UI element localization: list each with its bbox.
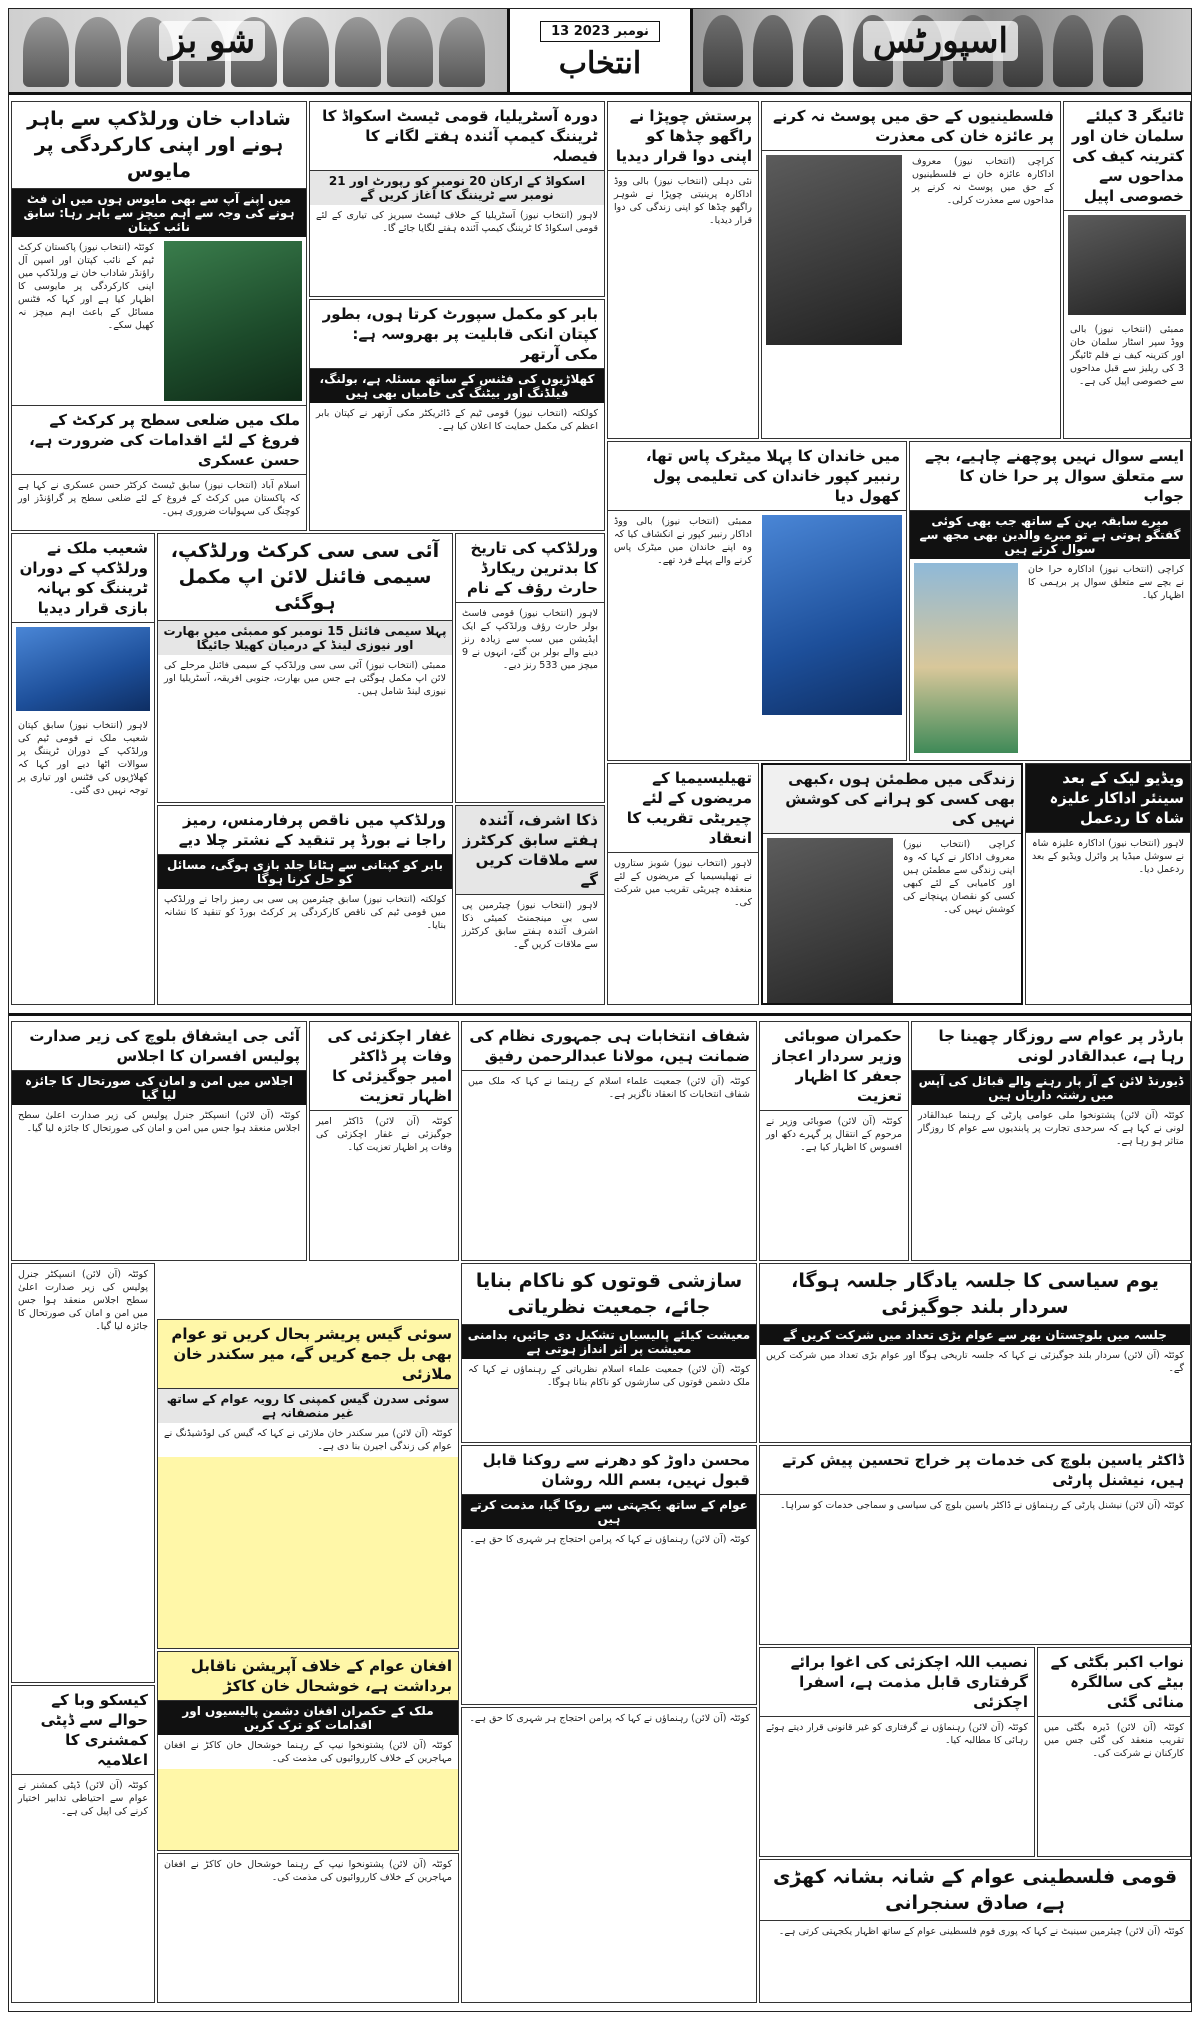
headline: میں خاندان کا پہلا میٹرک پاس تھا، رنبیر کپور خاندان کی تعلیمی پول کھول دیا: [608, 442, 906, 511]
article-abduction: [759, 1647, 1035, 1857]
article-record: [455, 533, 605, 803]
subheadline: ڈیورنڈ لائن کے آر پار رہنے والے قبائل کی آپس میں رشتہ داریاں ہیں: [912, 1071, 1190, 1105]
headline: بابر کو مکمل سپورٹ کرتا ہوں، بطور کپتان انکی قابلیت پر بھروسہ ہے: مکی آرتھر: [310, 300, 604, 369]
article-body: کوئٹہ (آن لائن) ڈیرہ بگٹی میں تقریب منعقد کی گئی جس میں کارکنان نے شرکت کی۔: [1044, 1722, 1184, 1759]
article-body: کوئٹہ (آن لائن) انسپکٹر جنرل پولیس کی زیر صدارت اعلیٰ سطح اجلاس منعقد ہوا جس میں امن و امان کی صورتحال کا جائزہ لیا گیا۔: [18, 1110, 300, 1134]
article-rally: [759, 1263, 1191, 1443]
headline: کیسکو وبا کے حوالے سے ڈپٹی کمشنری کا اعلامیہ: [12, 1686, 154, 1775]
subheadline: میرے سابقہ بہن کے ساتھ جب بھی کوئی گفتگو ہوتی ہے تو میرے والدین بھی مجھ سے سوال کرتے ہیں: [910, 511, 1190, 559]
headline: شاداب خان ورلڈکپ سے باہر ہونے اور اپنی کارکردگی پر مایوس: [12, 102, 306, 189]
article-body: کوئٹہ (آن لائن) انسپکٹر جنرل پولیس کی زیر صدارت اعلیٰ سطح اجلاس منعقد ہوا جس میں امن و امان کی صورتحال کا جائزہ لیا گیا۔: [18, 1269, 148, 1332]
showbiz-photo-strip: [9, 9, 507, 92]
headline: پرستش چوپڑا نے راگھو چڈھا کو اپنی دوا قرار دیدیا: [608, 102, 758, 171]
subheadline: میں اپنے آپ سے بھی مایوس ہوں میں ان فٹ ہونے کی وجہ سے اہم میچز سے باہر رہا: سابق نائب کپتان: [12, 189, 306, 237]
article-zaka: [455, 805, 605, 1005]
headline: فلسطینیوں کے حق میں پوسٹ نہ کرنے پر عائزہ خان کی معذرت: [762, 102, 1060, 151]
headline: سازشی قوتوں کو ناکام بنایا جائے، جمعیت نظریاتی: [462, 1264, 756, 1325]
article-body: کوئٹہ (آن لائن) جمعیت علماء اسلام کے رہنما نے کہا کہ ملک میں شفاف انتخابات کا انعقاد ناگزیر ہے۔: [468, 1076, 750, 1100]
headline: دورہ آسٹریلیا، قومی ٹیسٹ اسکواڈ کا ٹریننگ کیمپ آئندہ ہفتے لگانے کا فیصلہ: [310, 102, 604, 171]
shoaib-photo: [16, 627, 150, 711]
article-ayeza: [761, 101, 1061, 439]
article-khan: [761, 763, 1023, 1005]
article-body: کوئٹہ (انتخاب نیوز) پاکستان کرکٹ ٹیم کے نائب کپتان اور اسپن آل راؤنڈر شاداب خان نے ورلڈکپ میں اپنی کارکردگی پر مایوسی کا اظہار کیا ہے اور کہا کہ فٹنس مسائل کے باعث اہم میچز نہ کھیل سکے۔: [17, 242, 154, 331]
article-body: نئی دہلی (انتخاب نیوز) بالی ووڈ اداکارہ پرینیتی چوپڑا نے شوہر راگھو چڈھا کو اپنی زندگی کی دوا قرار دیدیا۔: [614, 176, 752, 226]
shadab-photo: [164, 241, 302, 401]
subheadline: سوئی سدرن گیس کمپنی کا رویہ عوام کے ساتھ غیر منصفانہ ہے: [158, 1389, 458, 1423]
headline: ایسے سوال نہیں پوچھنے چاہیے، بچے سے متعلق سوال پر حرا خان کا جواب: [910, 442, 1190, 511]
subheadline: بابر کو کپتانی سے ہٹانا جلد بازی ہوگی، مسائل کو حل کرنا ہوگا: [158, 855, 452, 889]
article-body: ممبئی (انتخاب نیوز) بالی ووڈ سپر اسٹار سلمان خان اور کترینہ کیف نے فلم ٹائیگر 3 کی ریلیز سے قبل مداحوں سے خصوصی اپیل کی ہے۔: [1070, 324, 1184, 387]
showbiz-section-title: شو بز: [159, 21, 265, 61]
ayeza-photo: [766, 155, 902, 345]
article-ragni: [607, 101, 759, 439]
article-body: کوئٹہ (آن لائن) چیئرمین سینیٹ نے کہا کہ پوری قوم فلسطینی عوام کے ساتھ اظہار یکجہتی کرتی ہے۔: [778, 1926, 1184, 1937]
khan-photo: [767, 838, 893, 1005]
article-body: کوئٹہ (آن لائن) رہنماؤں نے گرفتاری کو غیر قانونی قرار دیتے ہوئے رہائی کا مطالبہ کیا۔: [766, 1722, 1028, 1746]
headline: آئی سی سی کرکٹ ورلڈکپ، سیمی فائنل لائن اپ مکمل ہوگئی: [158, 534, 452, 621]
article-body: لاہور (انتخاب نیوز) اداکارہ علیزہ شاہ نے سوشل میڈیا پر وائرل ویڈیو کے بعد ردعمل دیا۔: [1032, 838, 1184, 875]
article-body: کوئٹہ (آن لائن) پشتونخوا نیپ کے رہنما خوشحال خان کاکڑ نے افغان مہاجرین کے خلاف کارروائیوں کی مذمت کی۔: [158, 1735, 458, 1769]
headline: قومی فلسطینی عوام کے شانہ بشانہ کھڑی ہے، صادق سنجرانی: [760, 1860, 1190, 1921]
article-bahu: [607, 763, 759, 1005]
sports-photo-strip: [693, 9, 1191, 92]
headline: شعیب ملک نے ورلڈکپ کے دوران ٹریننگ کو بہانہ بازی قرار دیدیا: [12, 534, 154, 623]
column-filler-mid: [157, 1853, 459, 2003]
article-body: کراچی (انتخاب نیوز) اداکارہ حرا خان نے بچے سے متعلق سوال پر برہمی کا اظہار کیا۔: [1028, 564, 1184, 601]
article-wedding: [1025, 763, 1191, 1005]
article-body: لاہور (انتخاب نیوز) آسٹریلیا کے خلاف ٹیسٹ سیریز کی تیاری کے لئے قومی اسکواڈ کا ٹریننگ کیمپ آئندہ ہفتے لگایا جائے گا۔: [316, 210, 598, 234]
article-babar: [309, 299, 605, 531]
headline: محسن داوڑ کو دھرنے سے روکنا قابل قبول نہیں، بسم اللہ روشان: [462, 1446, 756, 1495]
subheadline: پہلا سیمی فائنل 15 نومبر کو ممبئی میں بھارت اور نیوزی لینڈ کے درمیان کھیلا جائیگا: [158, 621, 452, 655]
section-divider: [9, 1013, 1191, 1016]
article-body: لاہور (انتخاب نیوز) قومی فاسٹ بولر حارث رؤف ورلڈکپ کے ایک ایڈیشن میں سب سے زیادہ رنز دینے والے بولر بن گئے، انہوں نے 9 میچز میں 533 رنز دیے۔: [462, 608, 598, 671]
article-body: لاہور (انتخاب نیوز) سابق کپتان شعیب ملک نے قومی ٹیم کی ورلڈکپ کے دوران ٹریننگ پر سوالات اٹھا دیے اور کہا کہ کھلاڑیوں کی فٹنس اور تیاری پر توجہ نہیں دی گئی۔: [18, 720, 148, 796]
headline: ملک میں ضلعی سطح پر کرکٹ کے فروغ کے لئے اقدامات کی ضرورت ہے، حسن عسکری: [12, 405, 306, 475]
newspaper-logo: انتخاب: [558, 45, 642, 81]
article-body: کوئٹہ (آن لائن) پشتونخوا ملی عوامی پارٹی کے رہنما عبدالقادر لونی نے کہا ہے کہ سرحدی تجارت پر پابندیوں سے عوام کا روزگار متاثر ہو رہا ہے۔: [918, 1110, 1184, 1147]
article-ghaffar: [309, 1021, 459, 1261]
masthead-center: [507, 9, 693, 92]
article-body: ممبئی (انتخاب نیوز) آئی سی سی ورلڈکپ کے سیمی فائنل مرحلے کی لائن اپ مکمل ہوگئی ہے جس میں بھارت، جنوبی افریقہ، آسٹریلیا اور نیوزی لینڈ شامل ہیں۔: [164, 660, 446, 697]
subheadline: کھلاڑیوں کی فٹنس کے ساتھ مسئلہ ہے، بولنگ، فیلڈنگ اور بیٹنگ کی خامیاں بھی ہیں: [310, 369, 604, 403]
subheadline: اسکواڈ کے ارکان 20 نومبر کو رپورٹ اور 21 نومبر سے ٹریننگ کا آغاز کریں گے: [310, 171, 604, 205]
article-question: [909, 441, 1191, 761]
headline: تھیلیسیمیا کے مریضوں کے لئے چیریٹی تقریب کا انعقاد: [608, 764, 758, 853]
article-body: کوئٹہ (آن لائن) میر سکندر خان ملازئی نے کہا کہ گیس کی لوڈشیڈنگ نے عوام کی زندگی اجیرن بنا دی ہے۔: [158, 1423, 458, 1457]
headline: نواب اکبر بگٹی کے بیٹے کی سالگرہ منائی گئی: [1038, 1648, 1190, 1717]
headline: ورلڈکپ میں ناقص پرفارمنس، رمیز راجا نے بورڈ پر تنقید کے نشتر چلا دیے: [158, 806, 452, 855]
article-shadab: [11, 101, 307, 531]
headline: ڈاکٹر یاسین بلوچ کی خدمات پر خراج تحسین پیش کرتے ہیں، نیشنل پارٹی: [760, 1446, 1190, 1495]
ranbir-photo: [762, 515, 902, 715]
sports-section-title: اسپورٹس: [863, 21, 1018, 61]
issue-date: 13 نومبر 2023: [540, 21, 660, 42]
article-shoaib: [11, 533, 155, 1005]
column-filler-left: [11, 1263, 155, 1683]
headline: شفاف انتخابات ہی جمہوری نظام کی ضمانت ہیں، مولانا عبدالرحمن رفیق: [462, 1022, 756, 1071]
article-conspiracy: [461, 1263, 757, 1443]
article-body: کولکتہ (انتخاب نیوز) سابق چیئرمین پی سی بی رمیز راجا نے ورلڈکپ میں قومی ٹیم کی ناقص کارکردگی پر کرکٹ بورڈ کو تنقید کا نشانہ بنایا۔: [164, 894, 446, 931]
article-dr: [759, 1445, 1191, 1645]
subheadline: معیشت کیلئے پالیسیاں تشکیل دی جائیں، بدامنی معیشت پر اثر انداز ہوتی ہے: [462, 1325, 756, 1359]
newspaper-page: [8, 8, 1192, 2012]
article-tiger: [1063, 101, 1191, 439]
article-body: کولکتہ (انتخاب نیوز) قومی ٹیم کے ڈائریکٹر مکی آرتھر نے کپتان بابر اعظم کی مکمل حمایت کا اعلان کیا ہے۔: [316, 408, 598, 432]
tiger-photo: [1068, 215, 1186, 315]
headline: ٹائیگر 3 کیلئے سلمان خان اور کترینہ کیف کی مداحوں سے خصوصی اپیل: [1064, 102, 1190, 211]
article-body: لاہور (انتخاب نیوز) چیئرمین پی سی بی مینجمنٹ کمیٹی ذکا اشرف آئندہ ہفتے سابق کرکٹرز سے ملاقات کریں گے۔: [462, 900, 598, 950]
article-elections: [461, 1021, 757, 1261]
article-body: کراچی (انتخاب نیوز) معروف اداکار نے کہا کہ وہ اپنی زندگی سے مطمئن ہیں اور کامیابی کے لئے کبھی کسی کو نقصان پہنچانے کی کوشش نہیں کی۔: [903, 839, 1015, 915]
subheadline: جلسہ میں بلوچستان بھر سے عوام بڑی تعداد میں شرکت کریں گے: [760, 1325, 1190, 1345]
article-ramiz: [157, 805, 453, 1005]
article-ranbir: [607, 441, 907, 761]
headline: نصیب اللہ اچکزئی کی اغوا برائے گرفتاری قابل مذمت ہے، اسفرا اچکزئی: [760, 1648, 1034, 1717]
article-gas: [157, 1319, 459, 1649]
column-filler-center: [461, 1707, 757, 2003]
subheadline: عوام کے ساتھ یکجہتی سے روکا گیا، مذمت کرتے ہیں: [462, 1495, 756, 1529]
article-body: کوئٹہ (آن لائن) رہنماؤں نے کہا کہ پرامن احتجاج ہر شہری کا حق ہے۔: [469, 1713, 750, 1724]
article-body: کوئٹہ (آن لائن) جمعیت علماء اسلام نظریاتی کے رہنماؤں نے کہا کہ ملک دشمن قوتوں کی سازشوں کو ناکام بنانا ہوگا۔: [468, 1364, 750, 1388]
article-census: [11, 1685, 155, 2003]
article-body: کوئٹہ (آن لائن) صوبائی وزیر نے مرحوم کے انتقال پر گہرے دکھ اور افسوس کا اظہار کیا ہے۔: [766, 1116, 902, 1153]
headline: غفار اچکزئی کی وفات پر ڈاکٹر امیر جوگیزئی کا اظہار تعزیت: [310, 1022, 458, 1111]
headline: زندگی میں مطمئن ہوں ،کبھی بھی کسی کو ہرانے کی کوشش نہیں کی: [763, 765, 1021, 834]
article-body: لاہور (انتخاب نیوز) شوبز ستاروں نے تھیلیسیمیا کے مریضوں کے لئے منعقدہ چیریٹی تقریب میں شرکت کی۔: [614, 858, 752, 908]
headline: ذکا اشرف، آئندہ ہفتے سابق کرکٹرز سے ملاقات کریں گے: [456, 806, 604, 895]
article-body: کراچی (انتخاب نیوز) معروف اداکارہ عائزہ خان نے فلسطینیوں کے حق میں پوسٹ نہ کرنے پر مداحوں سے معذرت کرلی۔: [912, 156, 1054, 206]
article-body: ممبئی (انتخاب نیوز) بالی ووڈ اداکار رنبیر کپور نے انکشاف کیا کہ وہ اپنے خاندان میں میٹرک پاس کرنے والے پہلے فرد تھے۔: [614, 516, 752, 566]
question-photo: [914, 563, 1018, 753]
headline: آئی جی ایشفاق بلوچ کی زیر صدارت پولیس افسران کا اجلاس: [12, 1022, 306, 1071]
article-border: [911, 1021, 1191, 1261]
article-icc: [157, 533, 453, 803]
article-tour: [309, 101, 605, 297]
article-operation: [157, 1651, 459, 1851]
article-body: اسلام آباد (انتخاب نیوز) سابق ٹیسٹ کرکٹر حسن عسکری نے کہا ہے کہ پاکستان میں کرکٹ کے فروغ کے لئے ضلعی سطح پر گراؤنڈز اور کوچنگ کی سہولیات ضروری ہیں۔: [18, 480, 300, 517]
headline: ورلڈکپ کی تاریخ کا بدترین ریکارڈ حارث رؤف کے نام: [456, 534, 604, 603]
article-palestine: [759, 1859, 1191, 2003]
article-body: کوئٹہ (آن لائن) نیشنل پارٹی کے رہنماؤں نے ڈاکٹر یاسین بلوچ کی سیاسی و سماجی خدمات کو سراہا۔: [780, 1500, 1184, 1511]
headline: افغان عوام کے خلاف آپریشن ناقابل برداشت ہے، خوشحال خان کاکڑ: [158, 1652, 458, 1701]
article-body: کوئٹہ (آن لائن) سردار بلند جوگیزئی نے کہا کہ جلسہ تاریخی ہوگا اور عوام بڑی تعداد میں شرکت کریں گے۔: [766, 1350, 1184, 1374]
subheadline: ملک کے حکمران افغان دشمن پالیسیوں اور اقدامات کو ترک کریں: [158, 1701, 458, 1735]
headline: ویڈیو لیک کے بعد سینئر اداکار علیزہ شاہ کا ردعمل: [1026, 764, 1190, 833]
headline: بارڈر پر عوام سے روزگار چھینا جا رہا ہے، عبدالقادر لونی: [912, 1022, 1190, 1071]
masthead: [9, 9, 1191, 95]
headline: حکمران صوبائی وزیر سردار اعجاز جعفر کا اظہار تعزیت: [760, 1022, 908, 1111]
headline: سوئی گیس پریشر بحال کریں تو عوام بھی بل جمع کریں گے، میر سکندر خان ملازئی: [158, 1320, 458, 1389]
article-rulers: [759, 1021, 909, 1261]
article-body: کوئٹہ (آن لائن) ڈاکٹر امیر جوگیزئی نے غفار اچکزئی کی وفات پر اظہار تعزیت کیا۔: [316, 1116, 452, 1153]
subheadline: اجلاس میں امن و امان کی صورتحال کا جائزہ لیا گیا: [12, 1071, 306, 1105]
article-body: کوئٹہ (آن لائن) رہنماؤں نے کہا کہ پرامن احتجاج ہر شہری کا حق ہے۔: [469, 1534, 750, 1545]
article-body: کوئٹہ (آن لائن) پشتونخوا نیپ کے رہنما خوشحال خان کاکڑ نے افغان مہاجرین کے خلاف کارروائیوں کی مذمت کی۔: [164, 1859, 452, 1883]
headline: یوم سیاسی کا جلسہ یادگار جلسہ ہوگا، سردار بلند جوگیزئی: [760, 1264, 1190, 1325]
article-mohsin: [461, 1445, 757, 1705]
article-body: کوئٹہ (آن لائن) ڈپٹی کمشنر نے عوام سے احتیاطی تدابیر اختیار کرنے کی اپیل کی ہے۔: [18, 1780, 148, 1817]
article-police: [11, 1021, 307, 1261]
article-nawab: [1037, 1647, 1191, 1857]
